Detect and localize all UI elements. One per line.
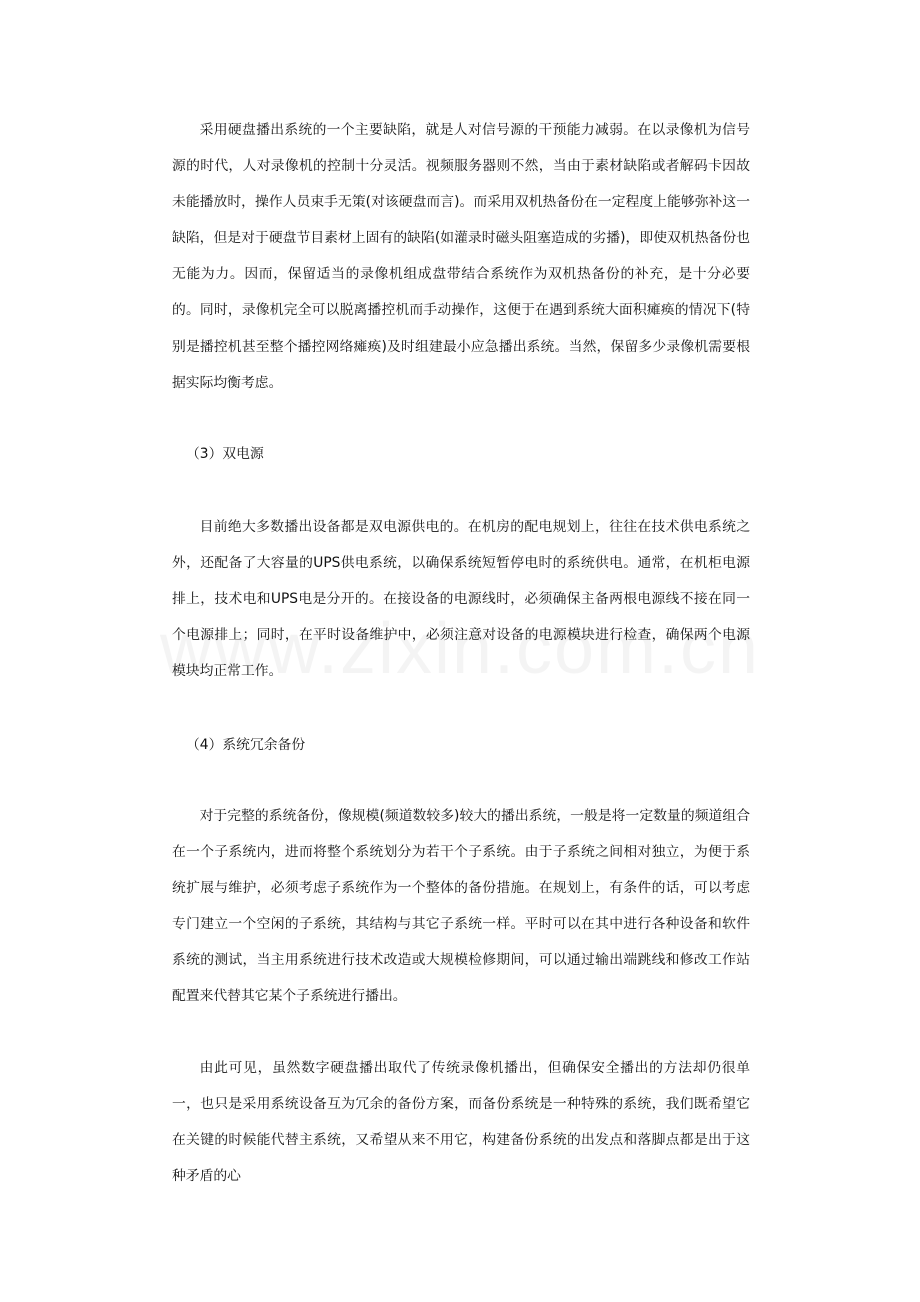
paragraph-hard-disk-defect: 采用硬盘播出系统的一个主要缺陷，就是人对信号源的干预能力减弱。在以录像机为信号源的时代，人对录像机的控制十分灵活。视频服务器则不然，当由于素材缺陷或者解码卡因故未能播放时，操作人员束手无策(对该硬盘而言)。而采用双机热备份在一定程度上能够弥补这一缺陷，但是对于硬盘节目素材上固有的缺陷(如灌录时磁头阻塞造成的劣播)，即使双机热备份也无能为力。因而，保留适当的录像机组成盘带结合系统作为双机热备份的补充，是十分必要的。同时，录像机完全可以脱离播控机而手动操作，这便于在遇到系统大面积瘫痪的情况下(特别是播控机甚至整个播控网络瘫痪)及时组建最小应急播出系统。当然，保留多少录像机需要根据实际均衡考虑。 bbox=[172, 122, 750, 391]
paragraph-system-redundancy: 对于完整的系统备份，像规模(频道数较多)较大的播出系统，一般是将一定数量的频道组合在一个子系统内，进而将整个系统划分为若干个子系统。由于子系统之间相对独立，为便于系统扩展与维护，必须考虑子系统作为一个整体的备份措施。在规划上，有条件的话，可以考虑专门建立一个空闲的子系统，其结构与其它子系统一样。平时可以在其中进行各种设备和软件系统的测试，当主用系统进行技术改造或大规模检修期间，可以通过输出端跳线和修改工作站配置来代替其它某个子系统进行播出。 bbox=[172, 808, 750, 1005]
paragraph-dual-power: 目前绝大多数播出设备都是双电源供电的。在机房的配电规划上，往往在技术供电系统之外，还配备了大容量的UPS供电系统，以确保系统短暂停电时的系统供电。通常，在机柜电源排上，技术电和UPS电是分开的。在接设备的电源线时，必须确保主备两根电源线不接在同一个电源排上；同时，在平时设备维护中，必须注意对设备的电源模块进行检查，确保两个电源模块均正常工作。 bbox=[172, 519, 750, 680]
section-heading-system-redundancy: （4）系统冗余备份 bbox=[186, 737, 306, 753]
section-heading-dual-power: （3）双电源 bbox=[186, 446, 264, 462]
paragraph-conclusion: 由此可见，虽然数字硬盘播出取代了传统录像机播出，但确保安全播出的方法却仍很单一，也只是采用系统设备互为冗余的备份方案，而备份系统是一种特殊的系统，我们既希望它在关键的时候能代替主系统，又希望从来不用它，构建备份系统的出发点和落脚点都是出于这种矛盾的心 bbox=[172, 1060, 750, 1185]
